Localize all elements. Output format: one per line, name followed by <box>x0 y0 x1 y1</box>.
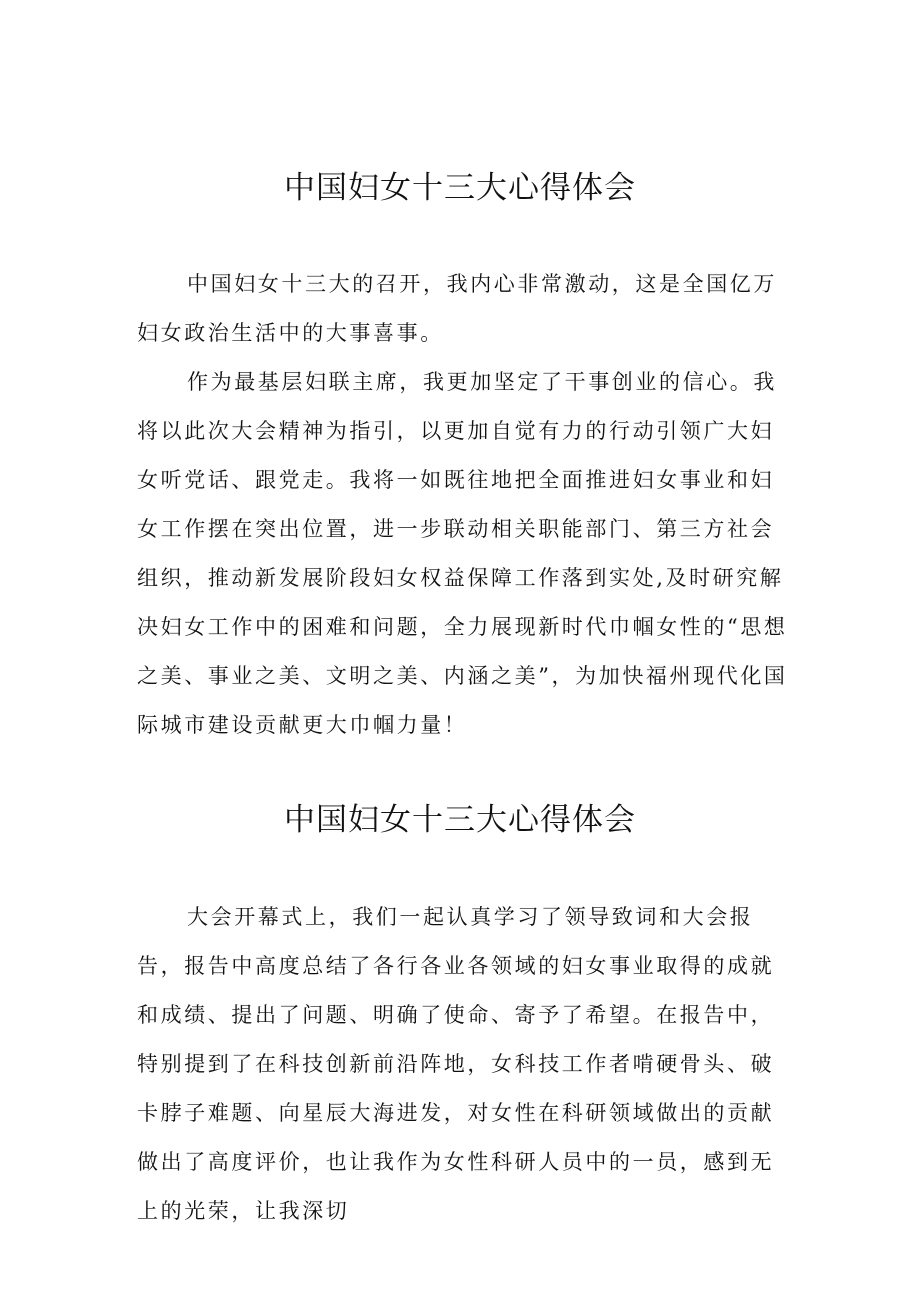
section-2-title: 中国妇女十三大心得体会 <box>284 802 636 838</box>
section-1-paragraph-1: 中国妇女十三大的召开，我内心非常激动，这是全国亿万妇女政治生活中的大事喜事。 <box>137 272 777 345</box>
section-1-paragraph-2: 作为最基层妇联主席，我更加坚定了干事创业的信心。我将以此次大会精神为指引，以更加自觉有力的行动引领广大妇女听党话、跟党走。我将一如既往地把全面推进妇女事业和妇女工作摆在突出位置，进一步联动相关职能部门、第三方社会组织，推动新发展阶段妇女权益保障工作落到实处,及时研究解决妇女工作中的困难和问题，全力展现新时代巾帼女性的“思想之美、事业之美、文明之美、内涵之美”，为加快福州现代化国际城市建设贡献更大巾帼力量！ <box>137 370 788 737</box>
section-1-body <box>137 260 797 750</box>
section-1-title: 中国妇女十三大心得体会 <box>284 170 636 206</box>
section-2-paragraph-1: 大会开幕式上，我们一起认真学习了领导致词和大会报告，报告中高度总结了各行各业各领域的妇女事业取得的成就和成绩、提出了问题、明确了使命、寄予了希望。在报告中，特别提到了在科技创新前沿阵地，女科技工作者啃硬骨头、破卡脖子难题、向星辰大海进发，对女性在科研领域做出的贡献做出了高度评价，也让我作为女性科研人员中的一员，感到无上的光荣，让我深切 <box>137 905 775 1223</box>
section-2-body <box>137 893 797 1236</box>
